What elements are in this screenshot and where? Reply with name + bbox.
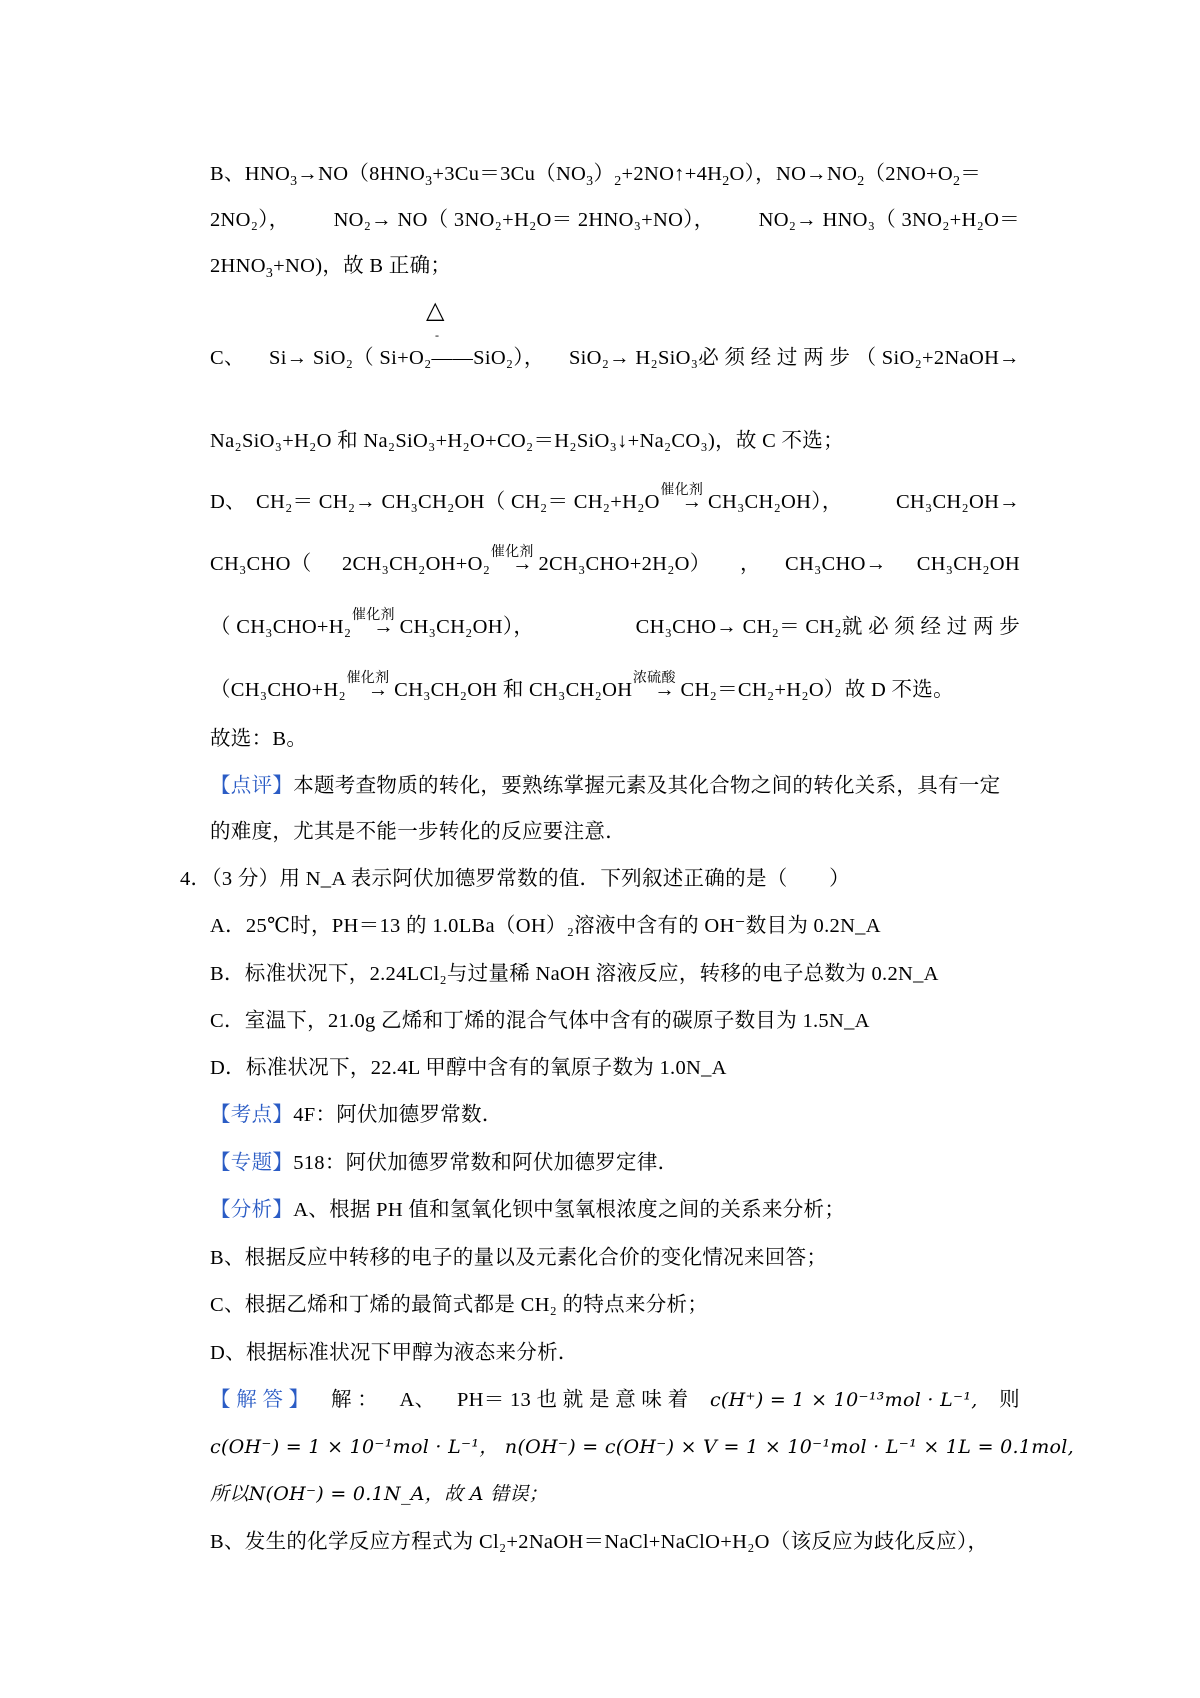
text-line-b2: 2NO₂）， NO₂→ NO（ 3NO₂+H₂O＝ 2HNO₃+NO）， NO₂→ HNO₃（ 3NO₂+H₂O＝ — [210, 209, 1020, 231]
text-line-d4: （CH₃CHO+H₂ 催化剂 → CH₃CH₂OH 和 CH₃CH₂OH 浓硫酸 → CH₂＝CH₂+H₂O）故 D 不选。 — [210, 671, 954, 701]
option-b: B．标准状况下，2.24LCl₂与过量稀 NaOH 溶液反应，转移的电子总数为 0.2N_A — [210, 963, 939, 985]
jieda-line-4: B、发生的化学反应方程式为 Cl₂+2NaOH＝NaCl+NaClO+H₂O（该反应为歧化反应）， — [210, 1531, 989, 1553]
heat-symbol: △ — [426, 296, 445, 324]
question-4-stem: 4．（3 分）用 N_A 表示阿伏加德罗常数的值．下列叙述正确的是（ ） — [180, 868, 850, 890]
text-line-d3: （ CH₃CHO+H₂ 催化剂 → CH₃CH₂OH）， CH₃CHO→ CH₂＝ CH₂就 必 须 经 过 两 步 — [210, 608, 1020, 638]
text-line-c2: Na₂SiO₃+H₂O 和 Na₂SiO₃+H₂O+CO₂＝H₂SiO₃↓+Na₂CO₃)，故 C 不选； — [210, 430, 844, 452]
fenxi-b-line: B、根据反应中转移的电子的量以及元素化合价的变化情况来回答； — [210, 1247, 828, 1269]
option-a: A．25℃时，PH＝13 的 1.0LBa（OH）₂溶液中含有的 OH⁻数目为 0.2N_A — [210, 915, 881, 937]
review-line-2: 的难度，尤其是不能一步转化的反应要注意． — [210, 821, 626, 843]
jieda-line-3: 所以N(OH⁻) = 0.1N_A，故 A 错误； — [210, 1483, 548, 1505]
heat-mark: - — [435, 328, 439, 342]
answer-line: 故选：B。 — [210, 728, 308, 750]
fenxi-c-line: C、根据乙烯和丁烯的最简式都是 CH₂ 的特点来分析； — [210, 1294, 709, 1316]
fenxi-d-line: D、根据标准状况下甲醇为液态来分析． — [210, 1342, 579, 1364]
text-line-c1: C、 Si→ SiO₂（ Si+O₂——SiO₂）， SiO₂→ H₂SiO₃必 须 经 过 两 步 （ SiO₂+2NaOH→ — [210, 347, 1020, 369]
review-line-1: 【点评】本题考查物质的转化，要熟练掌握元素及其化合物之间的转化关系，具有一定 — [210, 775, 1001, 797]
fenxi-line: 【分析】A、根据 PH 值和氢氧化钡中氢氧根浓度之间的关系来分析； — [210, 1199, 846, 1221]
jieda-line-1: 【 解 答 】 解 ： A、 PH＝ 13 也 就 是 意 味 着 c(H⁺) = 1 × 10⁻¹³mol · L⁻¹, 则 — [210, 1389, 1020, 1411]
text-line-b3: $2HNO_3+NO$)，故 B 正确； — [210, 255, 452, 282]
text-line-b1: B、$HNO_3\to NO(8HNO_3+3Cu=3Cu(NO_3)_2+2NO↑+4H_2O)$，$NO\to NO_2(2NO+O_2=$ — [210, 163, 982, 190]
option-c: C．室温下，21.0g 乙烯和丁烯的混合气体中含有的碳原子数目为 1.5N_A — [210, 1010, 870, 1032]
zhuanti-line: 【专题】518：阿伏加德罗常数和阿伏加德罗定律． — [210, 1152, 679, 1174]
text-line-d1: D、 CH₂＝ CH₂→ CH₃CH₂OH（ CH₂＝ CH₂+H₂O 催化剂 → CH₃CH₂OH）， CH₃CH₂OH→ — [210, 483, 1020, 513]
jieda-line-2: c(OH⁻) = 1 × 10⁻¹mol · L⁻¹， n(OH⁻) = c(OH⁻) × V = 1 × 10⁻¹mol · L⁻¹ × 1L = 0.1mol, — [210, 1436, 1075, 1458]
kaodian-line: 【考点】4F：阿伏加德罗常数． — [210, 1104, 503, 1126]
option-d: D．标准状况下，22.4L 甲醇中含有的氧原子数为 1.0N_A — [210, 1057, 727, 1079]
review-tag: 【点评】 — [210, 775, 294, 797]
text-line-d2: CH₃CHO（ 2CH₃CH₂OH+O₂ 催化剂 → 2CH₃CHO+2H₂O） ， CH₃CHO→ CH₃CH₂OH — [210, 545, 1020, 575]
